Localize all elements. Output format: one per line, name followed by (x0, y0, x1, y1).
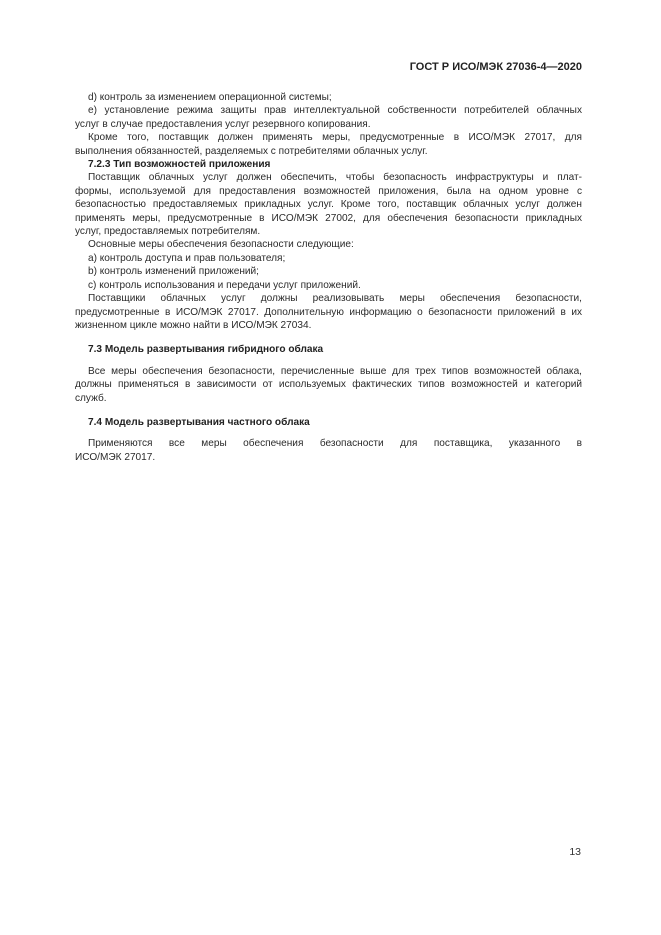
paragraph-5-line2: должны применяться в зависимости от используемых фактических типов возможностей и категорий (75, 379, 582, 391)
paragraph-6-line1: Применяются все меры обеспечения безопасности для поставщика, указанного в (88, 438, 582, 450)
paragraph-1-line1: Кроме того, поставщик должен применять меры, предусмотренные в ИСО/МЭК 27017, для (88, 132, 582, 144)
paragraph-4-line2: предусмотренные в ИСО/МЭК 27017. Дополнительную информацию о безопасности приложений в их (75, 306, 582, 318)
list-item-d: d) контроль за изменением операционной системы; (88, 92, 332, 103)
paragraph-5-line1: Все меры обеспечения безопасности, перечисленные выше для трех типов возможностей облака, (88, 365, 582, 377)
paragraph-2-line5: услуг, предоставляемых потребителям. (75, 226, 261, 238)
list-item-a: a) контроль доступа и прав пользователя; (88, 252, 286, 264)
paragraph-6-line2: ИСО/МЭК 27017. (75, 451, 156, 463)
paragraph-2-line1: Поставщик облачных услуг должен обеспечить, чтобы безопасность инфраструктуры и плат- (88, 172, 582, 184)
list-item-c: c) контроль использования и передачи услуг приложений. (88, 279, 361, 291)
page-number: 13 (569, 846, 581, 858)
paragraph-2-line3: безопасностью предоставляемых прикладных услуг. Кроме того, поставщик облачных услуг должен (75, 199, 582, 211)
paragraph-1-line2: выполнения обязанностей, разделяемых с потребителями облачных услуг. (75, 145, 428, 157)
standard-code-header: ГОСТ Р ИСО/МЭК 27036-4—2020 (409, 61, 582, 73)
document-body (75, 91, 582, 464)
paragraph-2-line2: формы, используемой для предоставления возможностей приложения, была на одном уровне с (75, 185, 582, 197)
paragraph-2-line4: применять меры, предусмотренные в ИСО/МЭК 27002, для обеспечения безопасности прикладных (75, 212, 582, 224)
heading-7-2-3: 7.2.3 Тип возможностей приложения (88, 159, 271, 171)
paragraph-4-line1: Поставщики облачных услуг должны реализовывать меры обеспечения безопасности, (88, 293, 582, 305)
paragraph-5-line3: служб. (75, 392, 107, 404)
heading-7-3: 7.3 Модель развертывания гибридного облака (88, 344, 324, 356)
list-item-b: b) контроль изменений приложений; (88, 266, 259, 278)
list-item-e-line2: услуг в случае предоставления услуг резервного копирования. (75, 118, 371, 130)
list-item-e-line1: e) установление режима защиты прав интеллектуальной собственности потребителей облачных (88, 105, 582, 117)
paragraph-3: Основные меры обеспечения безопасности следующие: (88, 239, 354, 251)
paragraph-4-line3: жизненном цикле можно найти в ИСО/МЭК 27034. (75, 319, 312, 331)
heading-7-4: 7.4 Модель развертывания частного облака (88, 416, 310, 428)
